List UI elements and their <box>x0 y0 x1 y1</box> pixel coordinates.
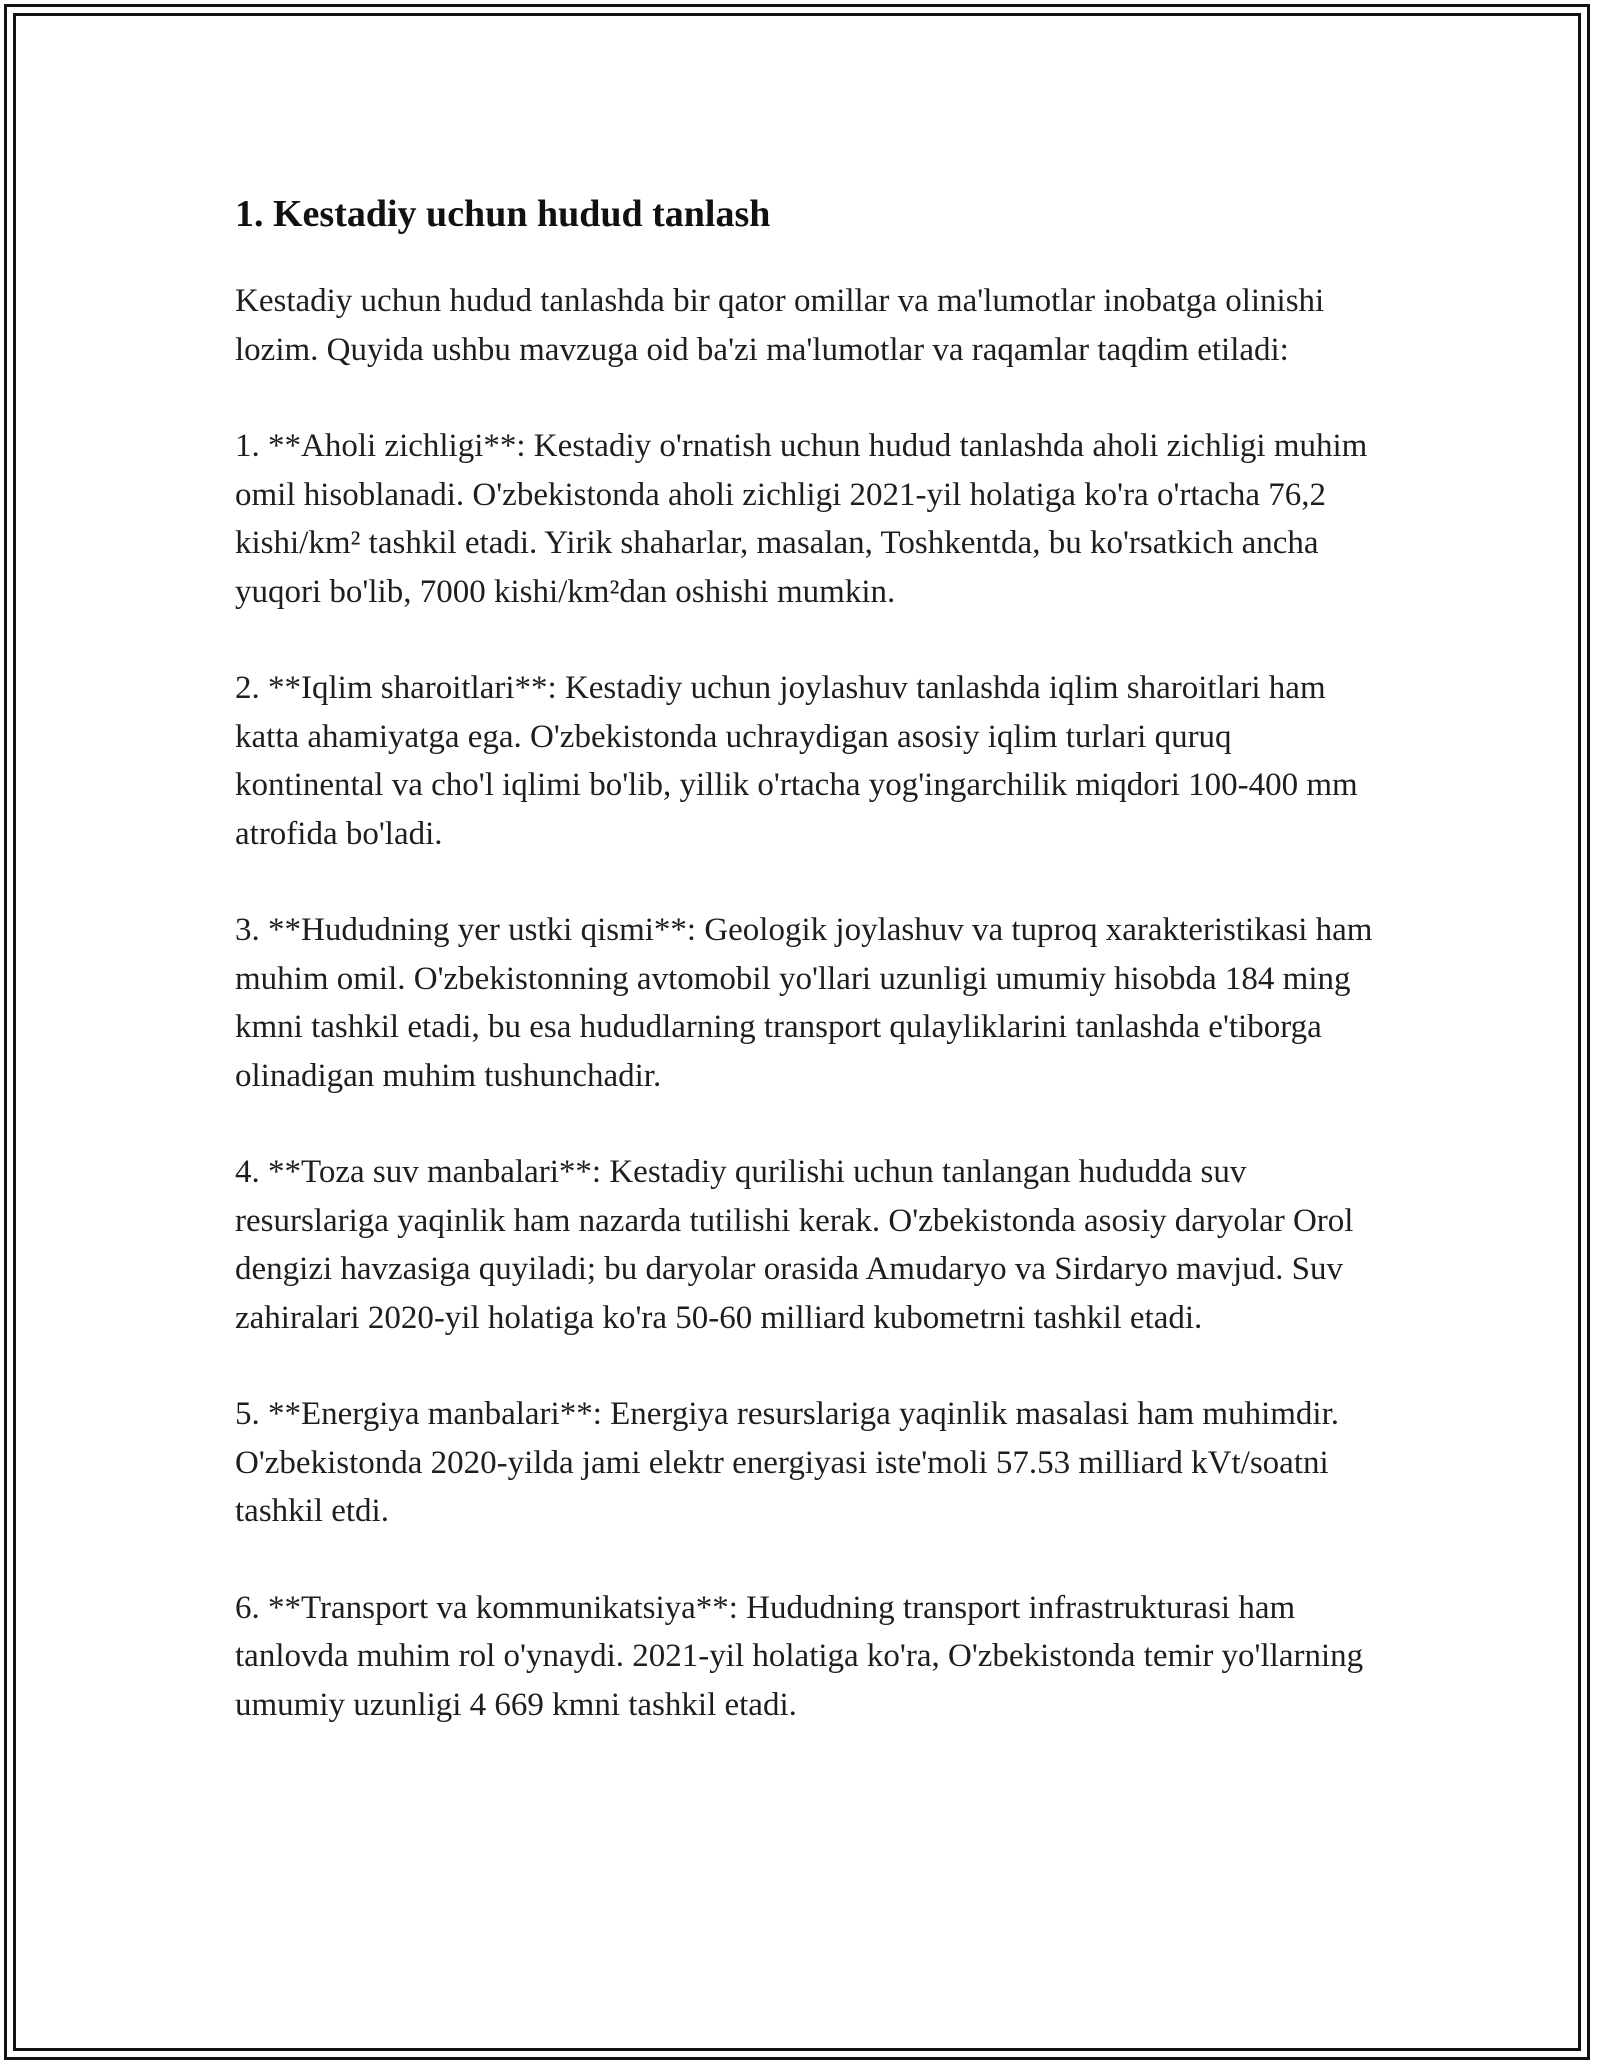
item-energy-sources: 5. **Energiya manbalari**: Energiya resurslariga yaqinlik masalasi ham muhimdir. O'zbekistonda 2020-yilda jami elektr energiyasi iste'moli 57.53 milliard kVt/soatni tashkil etdi. <box>235 1396 1340 1529</box>
item-climate-conditions: 2. **Iqlim sharoitlari**: Kestadiy uchun joylashuv tanlashda iqlim sharoitlari ham katta ahamiyatga ega. O'zbekistonda uchraydigan asosiy iqlim turlari quruq kontinental va cho'l iqlimi bo'lib, yillik o'rtacha yog'ingarchilik miqdori 100-400 mm atrofida bo'ladi. <box>235 670 1358 852</box>
item-population-density: 1. **Aholi zichligi**: Kestadiy o'rnatish uchun hudud tanlashda aholi zichligi muhim omil hisoblanadi. O'zbekistonda aholi zichligi 2021-yil holatiga ko'ra o'rtacha 76,2 kishi/km² tashkil etadi. Yirik shaharlar, masalan, Toshkentda, bu ko'rsatkich ancha yuqori bo'lib, 7000 kishi/km²dan oshishi mumkin. <box>235 428 1368 610</box>
item-terrain: 3. **Hududning yer ustki qismi**: Geologik joylashuv va tuproq xarakteristikasi ham muhim omil. O'zbekistonning avtomobil yo'llari uzunligi umumiy hisobda 184 ming kmni tashkil etadi, bu esa hududlarning transport qulayliklarini tanlashda e'tiborga olinadigan muhim tushunchadir. <box>235 912 1373 1094</box>
item-transport: 6. **Transport va kommunikatsiya**: Hududning transport infrastrukturasi ham tanlovda muhim rol o'ynaydi. 2021-yil holatiga ko'ra, O'zbekistonda temir yo'llarning umumiy uzunligi 4 669 kmni tashkil etadi. <box>235 1589 1364 1723</box>
item-water-sources: 4. **Toza suv manbalari**: Kestadiy qurilishi uchun tanlangan hududda suv resurslariga yaqinlik ham nazarda tutilishi kerak. O'zbekistonda asosiy daryolar Orol dengizi havzasiga quyiladi; bu daryolar orasida Amudaryo va Sirdaryo mavjud. Suv zahiralari 2020-yil holatiga ko'ra 50-60 milliard kubometrni tashkil etadi. <box>235 1154 1354 1336</box>
document-title: 1. Kestadiy uchun hudud tanlash <box>235 193 771 235</box>
document-body <box>235 185 1375 1777</box>
intro-paragraph: Kestadiy uchun hudud tanlashda bir qator omillar va ma'lumotlar inobatga olinishi lozim. Quyida ushbu mavzuga oid ba'zi ma'lumotlar va raqamlar taqdim etiladi: <box>235 283 1325 368</box>
